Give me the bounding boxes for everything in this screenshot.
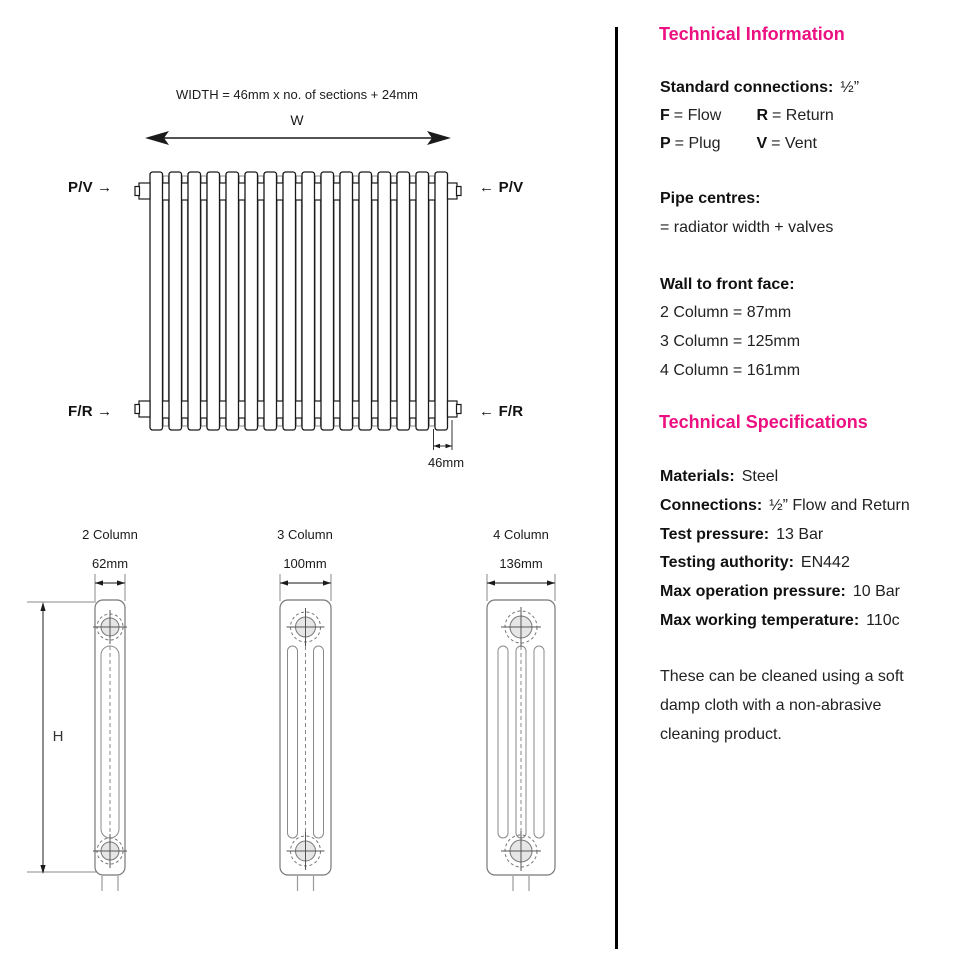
- legend-value-plug: = Plug: [674, 135, 721, 152]
- column2-width-label: 62mm: [91, 556, 129, 571]
- standard-connections-label: Standard connections:: [660, 79, 834, 96]
- spec-row-test-pressure: Test pressure: 13 Bar: [660, 526, 824, 543]
- width-formula-label: WIDTH = 46mm x no. of sections + 24mm: [175, 87, 419, 102]
- vertical-divider: [615, 27, 618, 949]
- column4-width-label: 136mm: [499, 556, 543, 571]
- section-width-label: 46mm: [427, 455, 465, 470]
- legend-key-v: V: [756, 135, 768, 152]
- height-label: H: [52, 728, 64, 745]
- pv-label-right: ← P/V: [479, 179, 524, 196]
- valve-boss-top-right: [448, 183, 462, 199]
- legend-row-flow-return: [660, 107, 960, 125]
- two-column-side-view: [93, 574, 127, 891]
- width-dimension-arrow: [145, 131, 451, 145]
- technical-specifications-title: Technical Specifications: [659, 412, 868, 432]
- spec-row-max-working-temperature: Max working temperature: 110c: [660, 612, 900, 629]
- column3-name-label: 3 Column: [277, 527, 333, 542]
- valve-boss-bottom-left: [135, 401, 150, 417]
- spec-row-testing-authority: Testing authority: EN442: [660, 554, 850, 571]
- legend-value-return: = Return: [772, 107, 834, 124]
- valve-boss-top-left: [135, 183, 150, 199]
- technical-information-title: Technical Information: [659, 24, 845, 44]
- legend-value-flow: = Flow: [673, 107, 722, 124]
- fr-label-left: F/R →: [68, 403, 113, 420]
- legend-key-p: P: [660, 135, 671, 152]
- pv-label-left: P/V →: [68, 179, 113, 196]
- column4-name-label: 4 Column: [493, 527, 549, 542]
- pipe-centres-label: Pipe centres:: [660, 190, 761, 207]
- fr-label-right: ← F/R: [479, 403, 524, 420]
- column2-name-label: 2 Column: [82, 527, 138, 542]
- wall-to-front-label: Wall to front face:: [660, 276, 795, 293]
- four-column-side-view: [487, 574, 555, 891]
- legend-row-plug-vent: [660, 135, 960, 153]
- valve-boss-bottom-right: [448, 401, 462, 417]
- spec-row-materials: Materials: Steel: [660, 468, 779, 485]
- pipe-centres-value: = radiator width + valves: [660, 219, 834, 236]
- wall-to-front-2col: 2 Column = 87mm: [660, 304, 792, 321]
- three-column-side-view: [280, 574, 331, 891]
- standard-connections-line: [660, 79, 960, 97]
- legend-key-r: R: [756, 107, 769, 124]
- legend-value-vent: = Vent: [771, 135, 817, 152]
- standard-connections-value: ½”: [840, 79, 860, 96]
- column3-width-label: 100mm: [283, 556, 327, 571]
- wall-to-front-3col: 3 Column = 125mm: [660, 333, 801, 350]
- radiator-front-drawing: [135, 172, 461, 430]
- spec-row-max-operation-pressure: Max operation pressure: 10 Bar: [660, 583, 900, 600]
- spec-row-connections: Connections: ½” Flow and Return: [660, 497, 910, 514]
- w-dimension-label: W: [290, 112, 304, 128]
- cleaning-note: These can be cleaned using a soft damp cloth with a non-abrasive cleaning product.: [660, 668, 904, 743]
- legend-key-f: F: [660, 107, 670, 124]
- wall-to-front-4col: 4 Column = 161mm: [660, 362, 801, 379]
